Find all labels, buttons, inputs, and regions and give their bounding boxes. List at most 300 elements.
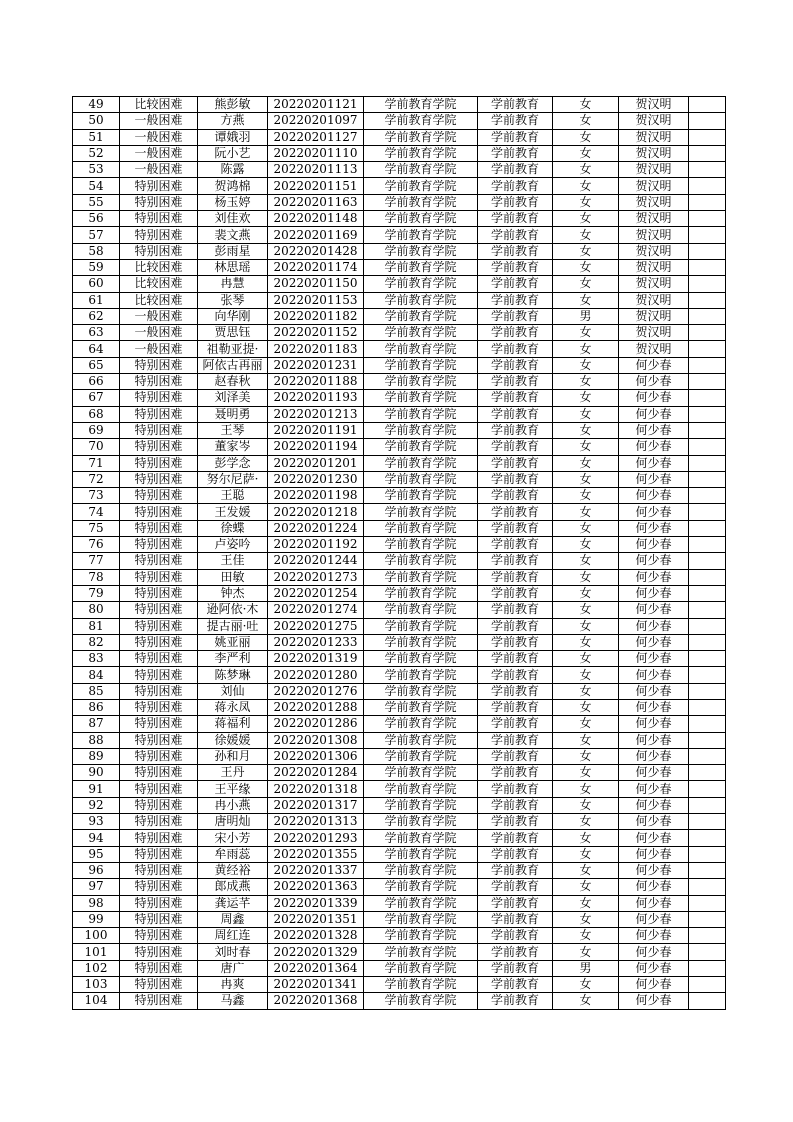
major-cell: 学前教育 [478, 357, 553, 373]
counselor-cell: 何少春 [619, 602, 689, 618]
student-name-cell: 唐明灿 [198, 814, 268, 830]
table-row [73, 634, 726, 650]
student-id-cell: 20220201188 [268, 374, 364, 390]
college-cell: 学前教育学院 [364, 471, 478, 487]
table-row [73, 325, 726, 341]
major-cell: 学前教育 [478, 977, 553, 993]
counselor-cell: 何少春 [619, 781, 689, 797]
counselor-cell: 何少春 [619, 390, 689, 406]
row-number-cell: 101 [73, 944, 120, 960]
student-id-cell: 20220201337 [268, 862, 364, 878]
hardship-level-cell: 特别困难 [120, 667, 198, 683]
major-cell: 学前教育 [478, 830, 553, 846]
college-cell: 学前教育学院 [364, 227, 478, 243]
hardship-level-cell: 特别困难 [120, 194, 198, 210]
counselor-cell: 何少春 [619, 537, 689, 553]
table-row [73, 129, 726, 145]
student-id-cell: 20220201127 [268, 129, 364, 145]
row-number-cell: 51 [73, 129, 120, 145]
hardship-level-cell: 特别困难 [120, 618, 198, 634]
college-cell: 学前教育学院 [364, 162, 478, 178]
table-row [73, 797, 726, 813]
major-cell: 学前教育 [478, 504, 553, 520]
hardship-level-cell: 特别困难 [120, 488, 198, 504]
hardship-level-cell: 特别困难 [120, 846, 198, 862]
student-name-cell: 王佳 [198, 553, 268, 569]
college-cell: 学前教育学院 [364, 488, 478, 504]
counselor-cell: 贺汉明 [619, 194, 689, 210]
hardship-level-cell: 特别困难 [120, 781, 198, 797]
hardship-level-cell: 一般困难 [120, 162, 198, 178]
hardship-level-cell: 特别困难 [120, 634, 198, 650]
student-id-cell: 20220201151 [268, 178, 364, 194]
gender-cell: 女 [553, 276, 619, 292]
row-number-cell: 102 [73, 960, 120, 976]
student-id-cell: 20220201233 [268, 634, 364, 650]
counselor-cell: 何少春 [619, 634, 689, 650]
remark-cell [689, 814, 726, 830]
counselor-cell: 何少春 [619, 911, 689, 927]
counselor-cell: 何少春 [619, 651, 689, 667]
row-number-cell: 55 [73, 194, 120, 210]
college-cell: 学前教育学院 [364, 455, 478, 471]
major-cell: 学前教育 [478, 928, 553, 944]
student-name-cell: 提古丽·吐 [198, 618, 268, 634]
student-id-cell: 20220201313 [268, 814, 364, 830]
table-row [73, 895, 726, 911]
gender-cell: 女 [553, 422, 619, 438]
student-aid-table-container [72, 96, 726, 1010]
remark-cell [689, 797, 726, 813]
college-cell: 学前教育学院 [364, 259, 478, 275]
remark-cell [689, 993, 726, 1009]
hardship-level-cell: 特别困难 [120, 357, 198, 373]
gender-cell: 女 [553, 390, 619, 406]
college-cell: 学前教育学院 [364, 651, 478, 667]
hardship-level-cell: 特别困难 [120, 993, 198, 1009]
remark-cell [689, 537, 726, 553]
remark-cell [689, 325, 726, 341]
counselor-cell: 贺汉明 [619, 145, 689, 161]
major-cell: 学前教育 [478, 211, 553, 227]
student-name-cell: 牟雨蕊 [198, 846, 268, 862]
table-row [73, 243, 726, 259]
major-cell: 学前教育 [478, 276, 553, 292]
student-id-cell: 20220201428 [268, 243, 364, 259]
student-id-cell: 20220201113 [268, 162, 364, 178]
college-cell: 学前教育学院 [364, 748, 478, 764]
row-number-cell: 86 [73, 699, 120, 715]
student-name-cell: 田敏 [198, 569, 268, 585]
row-number-cell: 60 [73, 276, 120, 292]
gender-cell: 女 [553, 471, 619, 487]
student-id-cell: 20220201363 [268, 879, 364, 895]
college-cell: 学前教育学院 [364, 292, 478, 308]
table-row [73, 439, 726, 455]
hardship-level-cell: 特别困难 [120, 977, 198, 993]
college-cell: 学前教育学院 [364, 390, 478, 406]
remark-cell [689, 553, 726, 569]
college-cell: 学前教育学院 [364, 113, 478, 129]
major-cell: 学前教育 [478, 374, 553, 390]
hardship-level-cell: 特别困难 [120, 406, 198, 422]
student-id-cell: 20220201152 [268, 325, 364, 341]
major-cell: 学前教育 [478, 569, 553, 585]
student-name-cell: 祖勒亚提· [198, 341, 268, 357]
college-cell: 学前教育学院 [364, 634, 478, 650]
gender-cell: 女 [553, 243, 619, 259]
counselor-cell: 贺汉明 [619, 113, 689, 129]
hardship-level-cell: 特别困难 [120, 879, 198, 895]
hardship-level-cell: 特别困难 [120, 911, 198, 927]
table-row [73, 765, 726, 781]
gender-cell: 女 [553, 259, 619, 275]
counselor-cell: 何少春 [619, 765, 689, 781]
student-id-cell: 20220201182 [268, 308, 364, 324]
gender-cell: 女 [553, 113, 619, 129]
table-row [73, 814, 726, 830]
counselor-cell: 何少春 [619, 618, 689, 634]
student-name-cell: 彭雨星 [198, 243, 268, 259]
student-name-cell: 努尔尼萨· [198, 471, 268, 487]
major-cell: 学前教育 [478, 227, 553, 243]
student-name-cell: 龚运芊 [198, 895, 268, 911]
table-row [73, 683, 726, 699]
college-cell: 学前教育学院 [364, 879, 478, 895]
student-id-cell: 20220201254 [268, 585, 364, 601]
row-number-cell: 54 [73, 178, 120, 194]
row-number-cell: 98 [73, 895, 120, 911]
major-cell: 学前教育 [478, 765, 553, 781]
major-cell: 学前教育 [478, 406, 553, 422]
remark-cell [689, 259, 726, 275]
student-id-cell: 20220201174 [268, 259, 364, 275]
table-row [73, 113, 726, 129]
gender-cell: 女 [553, 944, 619, 960]
student-name-cell: 唐广 [198, 960, 268, 976]
major-cell: 学前教育 [478, 553, 553, 569]
college-cell: 学前教育学院 [364, 765, 478, 781]
hardship-level-cell: 特别困难 [120, 211, 198, 227]
college-cell: 学前教育学院 [364, 683, 478, 699]
table-row [73, 944, 726, 960]
table-row [73, 960, 726, 976]
major-cell: 学前教育 [478, 634, 553, 650]
counselor-cell: 何少春 [619, 699, 689, 715]
student-name-cell: 冉小燕 [198, 797, 268, 813]
hardship-level-cell: 特别困难 [120, 699, 198, 715]
hardship-level-cell: 特别困难 [120, 504, 198, 520]
college-cell: 学前教育学院 [364, 97, 478, 113]
gender-cell: 女 [553, 374, 619, 390]
college-cell: 学前教育学院 [364, 862, 478, 878]
gender-cell: 女 [553, 129, 619, 145]
table-row [73, 341, 726, 357]
hardship-level-cell: 特别困难 [120, 569, 198, 585]
counselor-cell: 何少春 [619, 879, 689, 895]
hardship-level-cell: 特别困难 [120, 748, 198, 764]
hardship-level-cell: 特别困难 [120, 765, 198, 781]
gender-cell: 女 [553, 455, 619, 471]
remark-cell [689, 374, 726, 390]
counselor-cell: 何少春 [619, 357, 689, 373]
major-cell: 学前教育 [478, 651, 553, 667]
row-number-cell: 58 [73, 243, 120, 259]
hardship-level-cell: 比较困难 [120, 97, 198, 113]
major-cell: 学前教育 [478, 178, 553, 194]
table-row [73, 357, 726, 373]
table-row [73, 602, 726, 618]
major-cell: 学前教育 [478, 667, 553, 683]
student-id-cell: 20220201276 [268, 683, 364, 699]
major-cell: 学前教育 [478, 879, 553, 895]
hardship-level-cell: 比较困难 [120, 259, 198, 275]
student-id-cell: 20220201328 [268, 928, 364, 944]
student-name-cell: 徐媛媛 [198, 732, 268, 748]
remark-cell [689, 960, 726, 976]
gender-cell: 女 [553, 504, 619, 520]
student-id-cell: 20220201121 [268, 97, 364, 113]
gender-cell: 女 [553, 928, 619, 944]
hardship-level-cell: 特别困难 [120, 471, 198, 487]
table-row [73, 145, 726, 161]
remark-cell [689, 439, 726, 455]
gender-cell: 女 [553, 341, 619, 357]
student-name-cell: 裴文燕 [198, 227, 268, 243]
student-id-cell: 20220201288 [268, 699, 364, 715]
remark-cell [689, 781, 726, 797]
row-number-cell: 103 [73, 977, 120, 993]
gender-cell: 女 [553, 406, 619, 422]
hardship-level-cell: 特别困难 [120, 374, 198, 390]
major-cell: 学前教育 [478, 944, 553, 960]
major-cell: 学前教育 [478, 846, 553, 862]
major-cell: 学前教育 [478, 699, 553, 715]
table-row [73, 178, 726, 194]
remark-cell [689, 97, 726, 113]
counselor-cell: 贺汉明 [619, 129, 689, 145]
row-number-cell: 74 [73, 504, 120, 520]
counselor-cell: 贺汉明 [619, 259, 689, 275]
gender-cell: 女 [553, 846, 619, 862]
gender-cell: 女 [553, 716, 619, 732]
counselor-cell: 何少春 [619, 732, 689, 748]
gender-cell: 女 [553, 325, 619, 341]
student-name-cell: 王聪 [198, 488, 268, 504]
student-id-cell: 20220201308 [268, 732, 364, 748]
major-cell: 学前教育 [478, 585, 553, 601]
counselor-cell: 何少春 [619, 944, 689, 960]
row-number-cell: 90 [73, 765, 120, 781]
row-number-cell: 89 [73, 748, 120, 764]
major-cell: 学前教育 [478, 993, 553, 1009]
remark-cell [689, 227, 726, 243]
student-name-cell: 王丹 [198, 765, 268, 781]
college-cell: 学前教育学院 [364, 504, 478, 520]
counselor-cell: 何少春 [619, 569, 689, 585]
gender-cell: 女 [553, 488, 619, 504]
major-cell: 学前教育 [478, 716, 553, 732]
major-cell: 学前教育 [478, 488, 553, 504]
hardship-level-cell: 特别困难 [120, 422, 198, 438]
row-number-cell: 78 [73, 569, 120, 585]
student-id-cell: 20220201368 [268, 993, 364, 1009]
table-row [73, 618, 726, 634]
hardship-level-cell: 特别困难 [120, 178, 198, 194]
hardship-level-cell: 特别困难 [120, 814, 198, 830]
table-row [73, 194, 726, 210]
table-row [73, 211, 726, 227]
major-cell: 学前教育 [478, 145, 553, 161]
remark-cell [689, 357, 726, 373]
student-name-cell: 贺鸿棉 [198, 178, 268, 194]
gender-cell: 男 [553, 308, 619, 324]
student-id-cell: 20220201110 [268, 145, 364, 161]
counselor-cell: 何少春 [619, 928, 689, 944]
row-number-cell: 66 [73, 374, 120, 390]
hardship-level-cell: 比较困难 [120, 292, 198, 308]
counselor-cell: 何少春 [619, 374, 689, 390]
counselor-cell: 贺汉明 [619, 97, 689, 113]
college-cell: 学前教育学院 [364, 716, 478, 732]
counselor-cell: 贺汉明 [619, 292, 689, 308]
remark-cell [689, 895, 726, 911]
table-row [73, 862, 726, 878]
student-id-cell: 20220201231 [268, 357, 364, 373]
student-name-cell: 李严利 [198, 651, 268, 667]
college-cell: 学前教育学院 [364, 911, 478, 927]
student-id-cell: 20220201230 [268, 471, 364, 487]
row-number-cell: 92 [73, 797, 120, 813]
row-number-cell: 61 [73, 292, 120, 308]
major-cell: 学前教育 [478, 471, 553, 487]
row-number-cell: 85 [73, 683, 120, 699]
remark-cell [689, 651, 726, 667]
major-cell: 学前教育 [478, 292, 553, 308]
student-name-cell: 蒋永凤 [198, 699, 268, 715]
college-cell: 学前教育学院 [364, 960, 478, 976]
remark-cell [689, 634, 726, 650]
table-row [73, 879, 726, 895]
counselor-cell: 何少春 [619, 683, 689, 699]
remark-cell [689, 830, 726, 846]
gender-cell: 女 [553, 145, 619, 161]
major-cell: 学前教育 [478, 537, 553, 553]
college-cell: 学前教育学院 [364, 145, 478, 161]
student-id-cell: 20220201169 [268, 227, 364, 243]
remark-cell [689, 585, 726, 601]
row-number-cell: 59 [73, 259, 120, 275]
hardship-level-cell: 特别困难 [120, 602, 198, 618]
row-number-cell: 53 [73, 162, 120, 178]
row-number-cell: 72 [73, 471, 120, 487]
table-row [73, 471, 726, 487]
college-cell: 学前教育学院 [364, 977, 478, 993]
college-cell: 学前教育学院 [364, 830, 478, 846]
student-id-cell: 20220201097 [268, 113, 364, 129]
row-number-cell: 93 [73, 814, 120, 830]
college-cell: 学前教育学院 [364, 357, 478, 373]
remark-cell [689, 113, 726, 129]
row-number-cell: 87 [73, 716, 120, 732]
row-number-cell: 91 [73, 781, 120, 797]
gender-cell: 女 [553, 862, 619, 878]
college-cell: 学前教育学院 [364, 553, 478, 569]
hardship-level-cell: 一般困难 [120, 308, 198, 324]
student-name-cell: 王发媛 [198, 504, 268, 520]
gender-cell: 女 [553, 748, 619, 764]
student-id-cell: 20220201201 [268, 455, 364, 471]
row-number-cell: 73 [73, 488, 120, 504]
remark-cell [689, 618, 726, 634]
college-cell: 学前教育学院 [364, 341, 478, 357]
remark-cell [689, 699, 726, 715]
student-name-cell: 逊阿依·木 [198, 602, 268, 618]
table-row [73, 374, 726, 390]
student-id-cell: 20220201341 [268, 977, 364, 993]
table-row [73, 406, 726, 422]
hardship-level-cell: 特别困难 [120, 537, 198, 553]
college-cell: 学前教育学院 [364, 211, 478, 227]
student-name-cell: 周红连 [198, 928, 268, 944]
college-cell: 学前教育学院 [364, 667, 478, 683]
student-id-cell: 20220201317 [268, 797, 364, 813]
major-cell: 学前教育 [478, 732, 553, 748]
row-number-cell: 80 [73, 602, 120, 618]
gender-cell: 女 [553, 651, 619, 667]
major-cell: 学前教育 [478, 748, 553, 764]
counselor-cell: 贺汉明 [619, 325, 689, 341]
student-name-cell: 林思瑶 [198, 259, 268, 275]
student-id-cell: 20220201286 [268, 716, 364, 732]
remark-cell [689, 504, 726, 520]
hardship-level-cell: 一般困难 [120, 325, 198, 341]
counselor-cell: 何少春 [619, 846, 689, 862]
remark-cell [689, 129, 726, 145]
gender-cell: 女 [553, 227, 619, 243]
student-id-cell: 20220201275 [268, 618, 364, 634]
remark-cell [689, 928, 726, 944]
counselor-cell: 何少春 [619, 667, 689, 683]
student-id-cell: 20220201218 [268, 504, 364, 520]
major-cell: 学前教育 [478, 960, 553, 976]
hardship-level-cell: 特别困难 [120, 553, 198, 569]
remark-cell [689, 667, 726, 683]
counselor-cell: 何少春 [619, 422, 689, 438]
major-cell: 学前教育 [478, 683, 553, 699]
remark-cell [689, 455, 726, 471]
table-row [73, 455, 726, 471]
hardship-level-cell: 特别困难 [120, 243, 198, 259]
remark-cell [689, 243, 726, 259]
row-number-cell: 57 [73, 227, 120, 243]
major-cell: 学前教育 [478, 259, 553, 275]
table-row [73, 292, 726, 308]
remark-cell [689, 390, 726, 406]
student-name-cell: 钟杰 [198, 585, 268, 601]
row-number-cell: 62 [73, 308, 120, 324]
college-cell: 学前教育学院 [364, 944, 478, 960]
counselor-cell: 贺汉明 [619, 276, 689, 292]
college-cell: 学前教育学院 [364, 699, 478, 715]
table-row [73, 569, 726, 585]
college-cell: 学前教育学院 [364, 422, 478, 438]
student-name-cell: 方燕 [198, 113, 268, 129]
row-number-cell: 88 [73, 732, 120, 748]
remark-cell [689, 162, 726, 178]
row-number-cell: 52 [73, 145, 120, 161]
row-number-cell: 96 [73, 862, 120, 878]
